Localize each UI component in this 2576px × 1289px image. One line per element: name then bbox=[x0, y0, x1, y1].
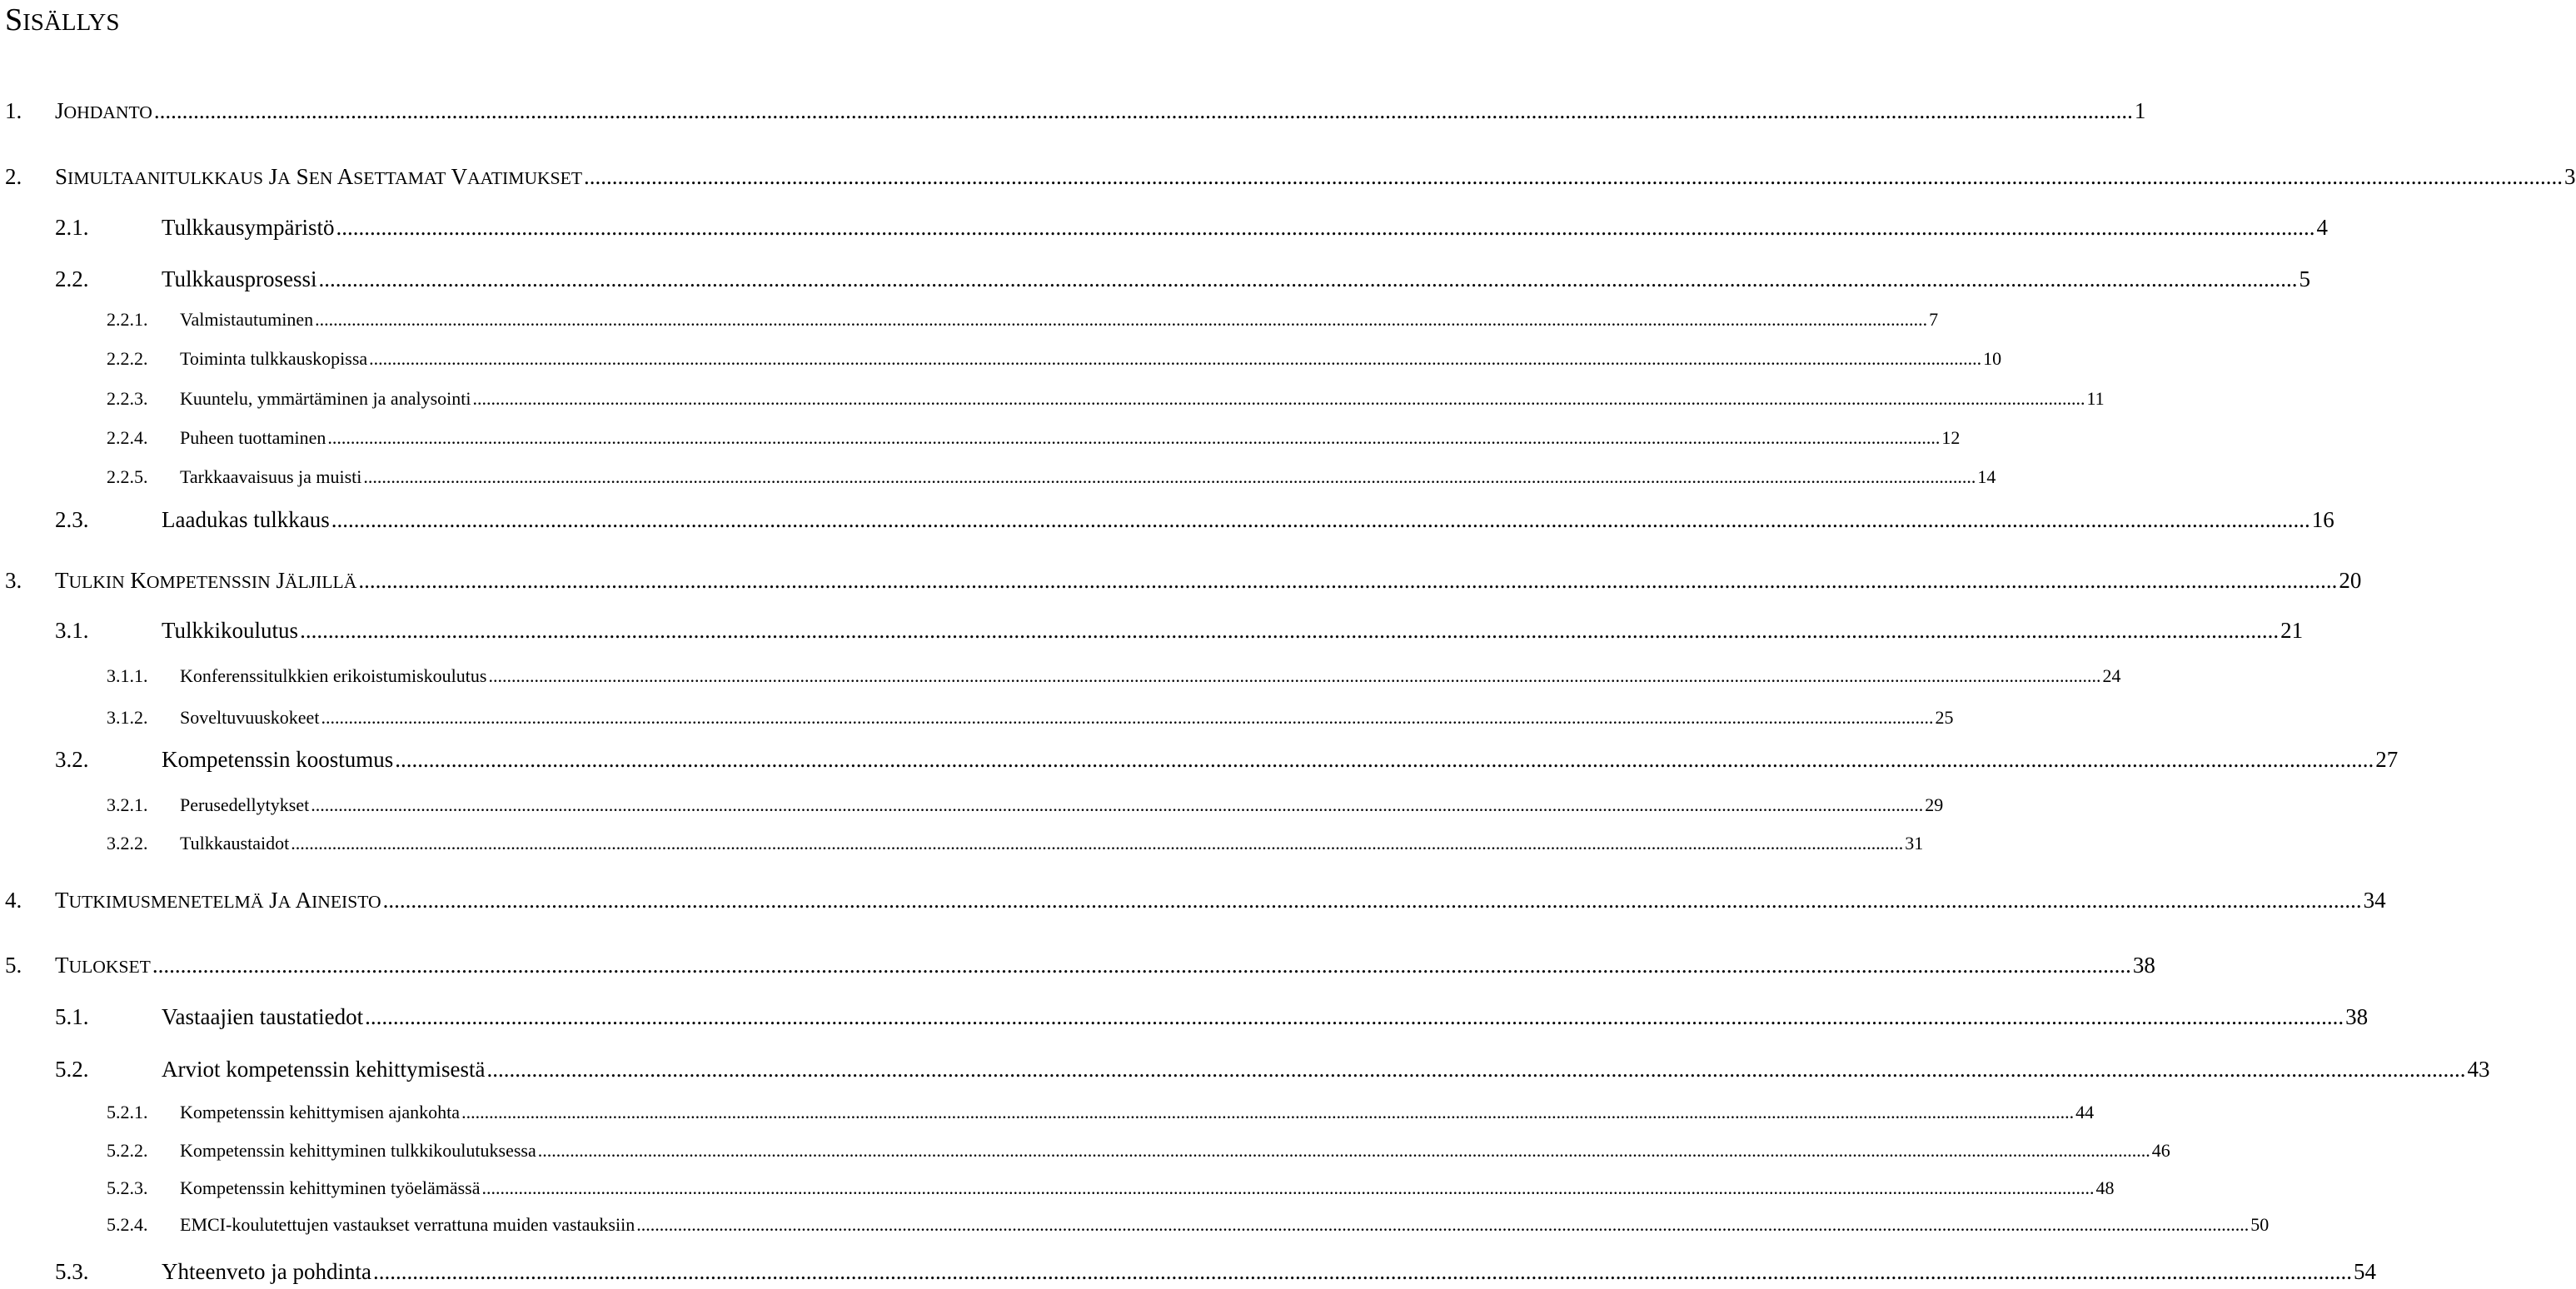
toc-entry-number: 4. bbox=[5, 888, 22, 913]
toc-entry-number: 5.2.1. bbox=[107, 1102, 148, 1122]
toc-entry-number: 3.2. bbox=[55, 747, 89, 772]
toc-entry-number: 2.2.2. bbox=[107, 348, 148, 369]
toc-entry[interactable] bbox=[107, 1177, 2115, 1199]
toc-entry[interactable] bbox=[107, 309, 1939, 331]
toc-entry-title: Tulkkausprosessi bbox=[162, 266, 317, 291]
toc-entry-page: 7 bbox=[1929, 309, 1939, 330]
toc-entry-title: Konferenssitulkkien erikoistumiskoulutus bbox=[180, 665, 487, 686]
toc-entry-title: Kompetenssin koostumus bbox=[162, 747, 394, 772]
toc-entry[interactable] bbox=[5, 888, 2386, 913]
toc-dot-leader bbox=[486, 1057, 2465, 1082]
toc-dot-leader bbox=[373, 1259, 2352, 1285]
toc-entry-number: 2.3. bbox=[55, 507, 89, 532]
toc-entry-page: 24 bbox=[2102, 665, 2121, 686]
toc-dot-leader bbox=[472, 388, 2085, 410]
toc-entry-page: 43 bbox=[2467, 1057, 2490, 1082]
toc-entry-page: 12 bbox=[1941, 427, 1961, 448]
toc-entry-page: 27 bbox=[2375, 747, 2399, 772]
toc-entry-number: 2.2.4. bbox=[107, 427, 148, 448]
toc-entry-page: 54 bbox=[2353, 1259, 2376, 1284]
toc-entry-page: 48 bbox=[2095, 1177, 2115, 1198]
toc-entry-page: 38 bbox=[2132, 953, 2155, 978]
toc-entry[interactable] bbox=[55, 215, 2329, 241]
toc-entry-title: Tulkkikoulutus bbox=[162, 618, 299, 643]
toc-entry-title: JOHDANTO bbox=[55, 98, 152, 123]
toc-dot-leader bbox=[300, 618, 2279, 644]
toc-entry-title: Soveltuvuuskokeet bbox=[180, 707, 320, 728]
toc-entry-title: Toiminta tulkkauskopissa bbox=[180, 348, 368, 369]
toc-entry-number: 5.2.3. bbox=[107, 1177, 148, 1198]
toc-entry-number: 2.2. bbox=[55, 266, 89, 291]
toc-entry-page: 11 bbox=[2086, 388, 2105, 409]
toc-entry-title: EMCI-koulutettujen vastaukset verrattuna muiden vastauksiin bbox=[180, 1214, 635, 1235]
toc-entry[interactable] bbox=[107, 794, 1944, 816]
toc-entry-title: Puheen tuottaminen bbox=[180, 427, 326, 448]
toc-entry-title: TULKIN KOMPETENSSIN JÄLJILLÄ bbox=[55, 568, 357, 593]
toc-entry-page: 21 bbox=[2280, 618, 2304, 643]
toc-entry-title: Tulkkausympäristö bbox=[162, 215, 335, 240]
toc-entry-page: 4 bbox=[2316, 215, 2329, 240]
toc-entry-title: Kompetenssin kehittyminen työelämässä bbox=[180, 1177, 481, 1198]
toc-entry-number: 3.1.1. bbox=[107, 665, 148, 686]
toc-entry-title: Kuuntelu, ymmärtäminen ja analysointi bbox=[180, 388, 471, 409]
toc-entry-title: Kompetenssin kehittymisen ajankohta bbox=[180, 1102, 461, 1122]
toc-entry-title: Yhteenveto ja pohdinta bbox=[162, 1259, 371, 1284]
toc-dot-leader bbox=[383, 888, 2362, 913]
toc-entry[interactable] bbox=[55, 1259, 2376, 1285]
toc-entry-title: Perusedellytykset bbox=[180, 794, 310, 815]
toc-entry-number: 5.1. bbox=[55, 1004, 89, 1029]
toc-entry-title: Vastaajien taustatiedot bbox=[162, 1004, 364, 1029]
toc-dot-leader bbox=[365, 1004, 2344, 1030]
toc-entry[interactable] bbox=[107, 665, 2121, 687]
toc-dot-leader bbox=[154, 98, 2133, 124]
toc-entry-page: 1 bbox=[2134, 98, 2146, 123]
toc-entry-title: Laadukas tulkkaus bbox=[162, 507, 330, 532]
toc-entry-number: 2.2.1. bbox=[107, 309, 148, 330]
toc-entry-page: 44 bbox=[2075, 1102, 2095, 1122]
toc-entry-title: Tarkkaavaisuus ja muisti bbox=[180, 466, 362, 487]
toc-entry-number: 5.2. bbox=[55, 1057, 89, 1082]
toc-entry-page: 16 bbox=[2311, 507, 2334, 532]
toc-entry-title: Arviot kompetenssin kehittymisestä bbox=[162, 1057, 486, 1082]
toc-entry-number: 2. bbox=[5, 164, 22, 189]
toc-dot-leader bbox=[336, 215, 2315, 241]
toc-dot-leader bbox=[331, 507, 2310, 533]
toc-entry[interactable] bbox=[5, 164, 2576, 190]
toc-dot-leader bbox=[636, 1214, 2249, 1236]
toc-entry-title: Tulkkaustaidot bbox=[180, 833, 290, 854]
toc-entry-number: 3.1. bbox=[55, 618, 89, 643]
toc-entry[interactable] bbox=[107, 348, 2002, 370]
toc-entry-page: 5 bbox=[2299, 266, 2311, 291]
toc-dot-leader bbox=[327, 427, 1940, 449]
toc-entry-number: 5.2.4. bbox=[107, 1214, 148, 1235]
toc-entry-number: 3.2.2. bbox=[107, 833, 148, 854]
toc-entry-page: 31 bbox=[1905, 833, 1924, 854]
toc-dot-leader bbox=[291, 833, 1903, 854]
toc-dot-leader bbox=[538, 1140, 2150, 1162]
toc-entry-number: 3.1.2. bbox=[107, 707, 148, 728]
toc-entry-number: 3. bbox=[5, 568, 22, 593]
page-title: SISÄLLYS bbox=[5, 2, 120, 37]
toc-entry[interactable] bbox=[107, 707, 1954, 729]
toc-entry-title: Valmistautuminen bbox=[180, 309, 314, 330]
toc-entry-title: TUTKIMUSMENETELMÄ JA AINEISTO bbox=[55, 888, 381, 913]
toc-dot-leader bbox=[461, 1102, 2074, 1123]
toc-dot-leader bbox=[358, 568, 2337, 594]
toc-entry-page: 25 bbox=[1935, 707, 1954, 728]
toc-dot-leader bbox=[482, 1177, 2095, 1199]
toc-dot-leader bbox=[584, 164, 2563, 190]
toc-entry-number: 2.1. bbox=[55, 215, 89, 240]
toc-entry-number: 5.2.2. bbox=[107, 1140, 148, 1161]
toc-entry-number: 2.2.3. bbox=[107, 388, 148, 409]
toc-entry-page: 34 bbox=[2363, 888, 2386, 913]
toc-entry-page: 46 bbox=[2151, 1140, 2170, 1161]
toc-dot-leader bbox=[311, 794, 1923, 816]
toc-entry-page: 3 bbox=[2564, 164, 2576, 189]
toc-entry-page: 29 bbox=[1925, 794, 1944, 815]
toc-entry[interactable] bbox=[55, 266, 2311, 292]
toc-entry[interactable] bbox=[55, 618, 2304, 644]
toc-entry[interactable] bbox=[5, 953, 2155, 978]
toc-dot-leader bbox=[395, 747, 2374, 773]
toc-entry[interactable] bbox=[55, 1004, 2369, 1030]
toc-entry[interactable] bbox=[107, 466, 1996, 488]
toc-entry[interactable] bbox=[107, 388, 2105, 410]
toc-entry[interactable] bbox=[55, 507, 2334, 533]
toc-entry[interactable] bbox=[55, 747, 2399, 773]
toc-entry[interactable] bbox=[107, 1140, 2170, 1162]
toc-entry[interactable] bbox=[107, 427, 1961, 449]
toc-entry-page: 50 bbox=[2250, 1214, 2270, 1235]
toc-entry-number: 2.2.5. bbox=[107, 466, 148, 487]
toc-dot-leader bbox=[152, 953, 2131, 978]
toc-entry[interactable] bbox=[5, 98, 2146, 124]
toc-entry-number: 3.2.1. bbox=[107, 794, 148, 815]
toc-entry[interactable] bbox=[107, 1214, 2270, 1236]
toc-entry-page: 14 bbox=[1977, 466, 1996, 487]
toc-entry[interactable] bbox=[5, 568, 2362, 594]
toc-dot-leader bbox=[315, 309, 1927, 331]
toc-entry-number: 1. bbox=[5, 98, 22, 123]
toc-entry-number: 5.3. bbox=[55, 1259, 89, 1284]
toc-dot-leader bbox=[363, 466, 1976, 488]
toc-entry-page: 38 bbox=[2345, 1004, 2369, 1029]
toc-entry-title: SIMULTAANITULKKAUS JA SEN ASETTAMAT VAATIMUKSET bbox=[55, 164, 583, 189]
toc-dot-leader bbox=[369, 348, 1981, 370]
toc-dot-leader bbox=[319, 266, 2298, 292]
toc-entry-title: TULOKSET bbox=[55, 953, 151, 978]
toc-entry-page: 10 bbox=[1983, 348, 2002, 369]
toc-dot-leader bbox=[321, 707, 1933, 729]
toc-entry[interactable] bbox=[107, 1102, 2095, 1123]
toc-entry-title: Kompetenssin kehittyminen tulkkikoulutuksessa bbox=[180, 1140, 536, 1161]
toc-dot-leader bbox=[488, 665, 2100, 687]
toc-entry[interactable] bbox=[107, 833, 1924, 854]
toc-entry-page: 20 bbox=[2339, 568, 2362, 593]
toc-entry[interactable] bbox=[55, 1057, 2490, 1082]
toc-entry-number: 5. bbox=[5, 953, 22, 978]
